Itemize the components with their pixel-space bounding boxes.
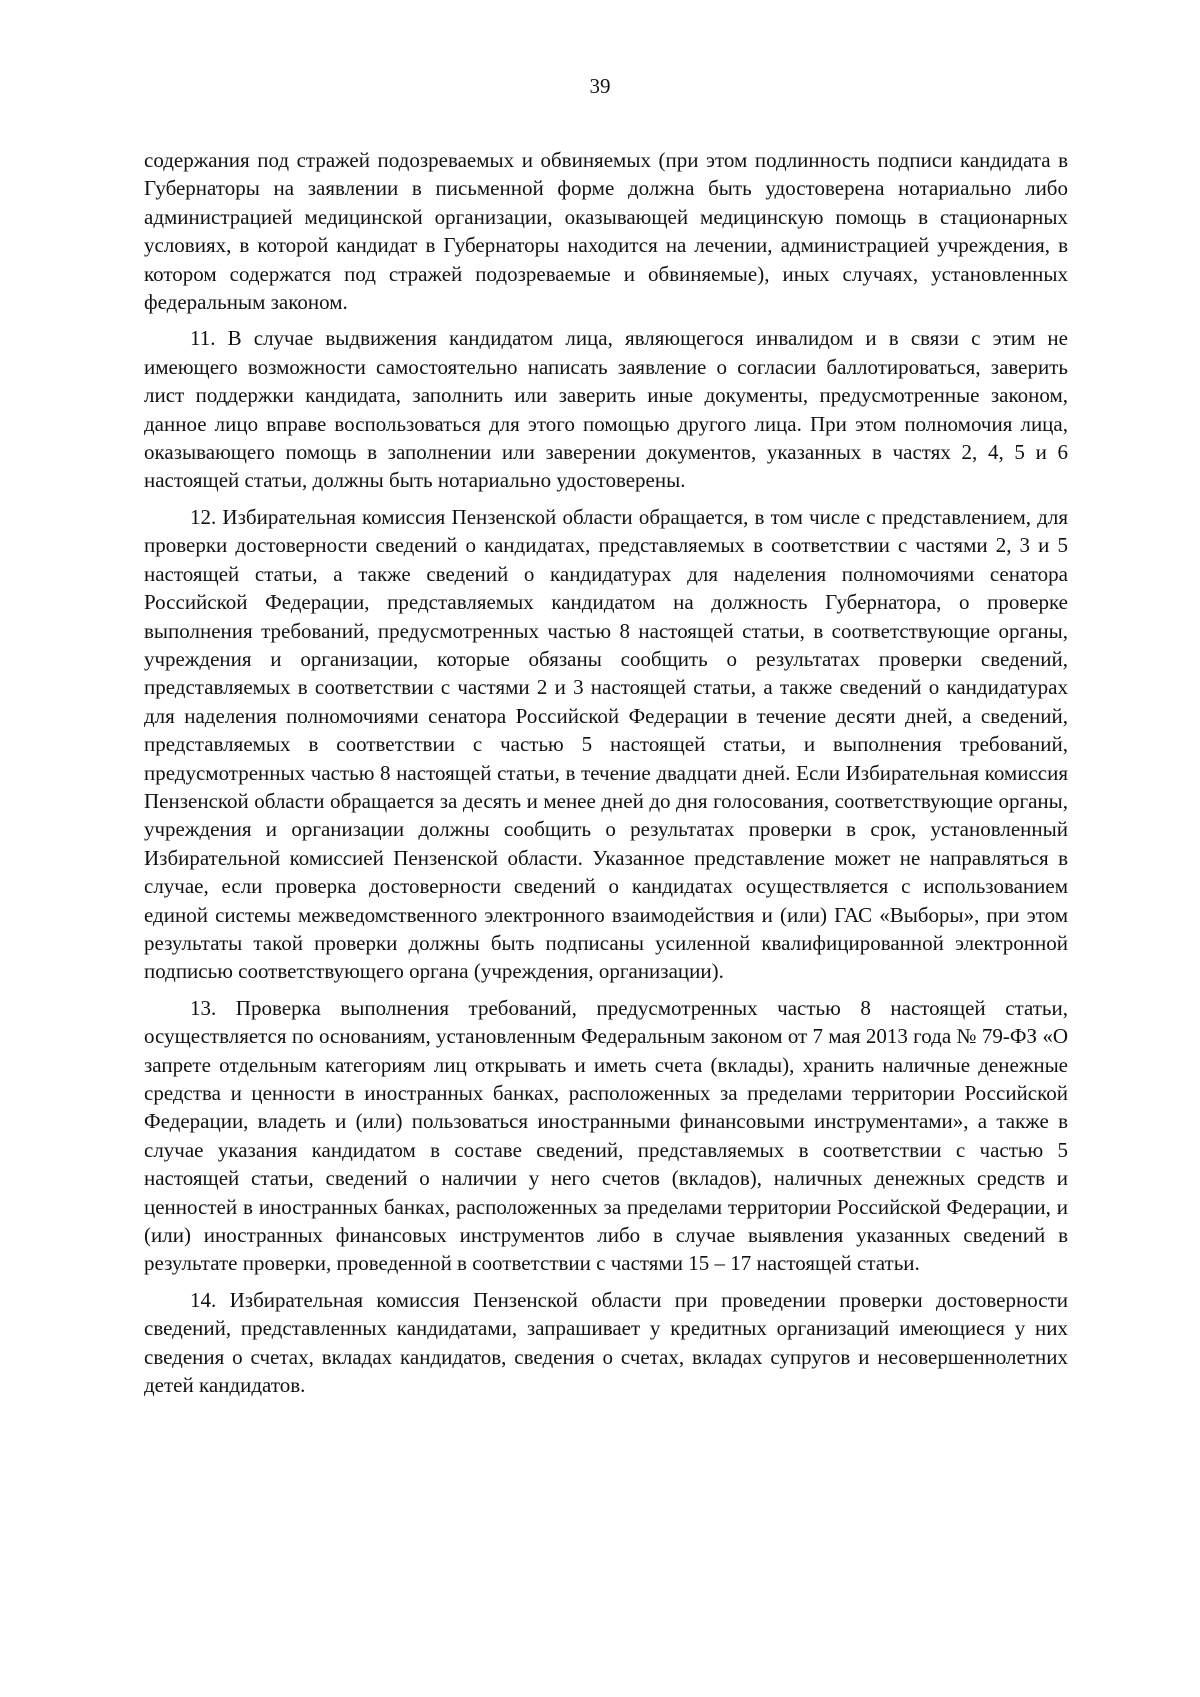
- paragraph-13: 13. Проверка выполнения требований, предусмотренных частью 8 настоящей статьи, осуществляется по основаниям, установленным Федеральным законом от 7 мая 2013 года № 79-ФЗ «О запрете отдельным категориям лиц открывать и иметь счета (вклады), хранить наличные денежные средства и ценности в иностранных банках, расположенных за пределами территории Российской Федерации, владеть и (или) пользоваться иностранными финансовыми инструментами», а также в случае указания кандидатом в составе сведений, представляемых в соответствии с частью 5 настоящей статьи, сведений о наличии у него счетов (вкладов), наличных денежных средств и ценностей в иностранных банках, расположенных за пределами территории Российской Федерации, и (или) иностранных финансовых инструментов либо в случае выявления указанных сведений в результате проверки, проведенной в соответствии с частями 15 – 17 настоящей статьи.: [144, 995, 1068, 1276]
- paragraph-12: 12. Избирательная комиссия Пензенской области обращается, в том числе с представлением, для проверки достоверности сведений о кандидатах, представляемых в соответствии с частями 2, 3 и 5 настоящей статьи, а также сведений о кандидатурах для наделения полномочиями сенатора Российской Федерации, представляемых кандидатом на должность Губернатора, о проверке выполнения требований, предусмотренных частью 8 настоящей статьи, в соответствующие органы, учреждения и организации, которые обязаны сообщить о результатах проверки сведений, представляемых в соответствии с частями 2 и 3 настоящей статьи, а также сведений о кандидатурах для наделения полномочиями сенатора Российской Федерации в течение десяти дней, а сведений, представляемых в соответствии с частью 5 настоящей статьи, и выполнения требований, предусмотренных частью 8 настоящей статьи, в течение двадцати дней. Если Избирательная комиссия Пензенской области обращается за десять и менее дней до дня голосования, соответствующие органы, учреждения и организации должны сообщить о результатах проверки в срок, установленный Избирательной комиссией Пензенской области. Указанное представление может не направляться в случае, если проверка достоверности сведений о кандидатах осуществляется с использованием единой системы межведомственного электронного взаимодействия и (или) ГАС «Выборы», при этом результаты такой проверки должны быть подписаны усиленной квалифицированной электронной подписью соответствующего органа (учреждения, организации).: [144, 504, 1068, 984]
- paragraph-11: 11. В случае выдвижения кандидатом лица, являющегося инвалидом и в связи с этим не имеющего возможности самостоятельно написать заявление о согласии баллотироваться, заверить лист поддержки кандидата, заполнить или заверить иные документы, предусмотренные законом, данное лицо вправе воспользоваться для этого помощью другого лица. При этом полномочия лица, оказывающего помощь в заполнении или заверении документов, указанных в частях 2, 4, 5 и 6 настоящей статьи, должны быть нотариально удостоверены.: [144, 326, 1068, 493]
- document-body: [144, 146, 1068, 1407]
- paragraph-continuation: содержания под стражей подозреваемых и обвиняемых (при этом подлинность подписи кандидата в Губернаторы на заявлении в письменной форме должна быть удостоверена нотариально либо администрацией медицинской организации, оказывающей медицинскую помощь в стационарных условиях, в которой кандидат в Губернаторы находится на лечении, администрацией учреждения, в котором содержатся под стражей подозреваемые и обвиняемые), иных случаях, установленных федеральным законом.: [144, 148, 1068, 315]
- paragraph-14: 14. Избирательная комиссия Пензенской области при проведении проверки достоверности сведений, представленных кандидатами, запрашивает у кредитных организаций имеющиеся у них сведения о счетах, вкладах кандидатов, сведения о счетах, вкладах супругов и несовершеннолетних детей кандидатов.: [144, 1287, 1068, 1398]
- page-number: 39: [589, 74, 611, 98]
